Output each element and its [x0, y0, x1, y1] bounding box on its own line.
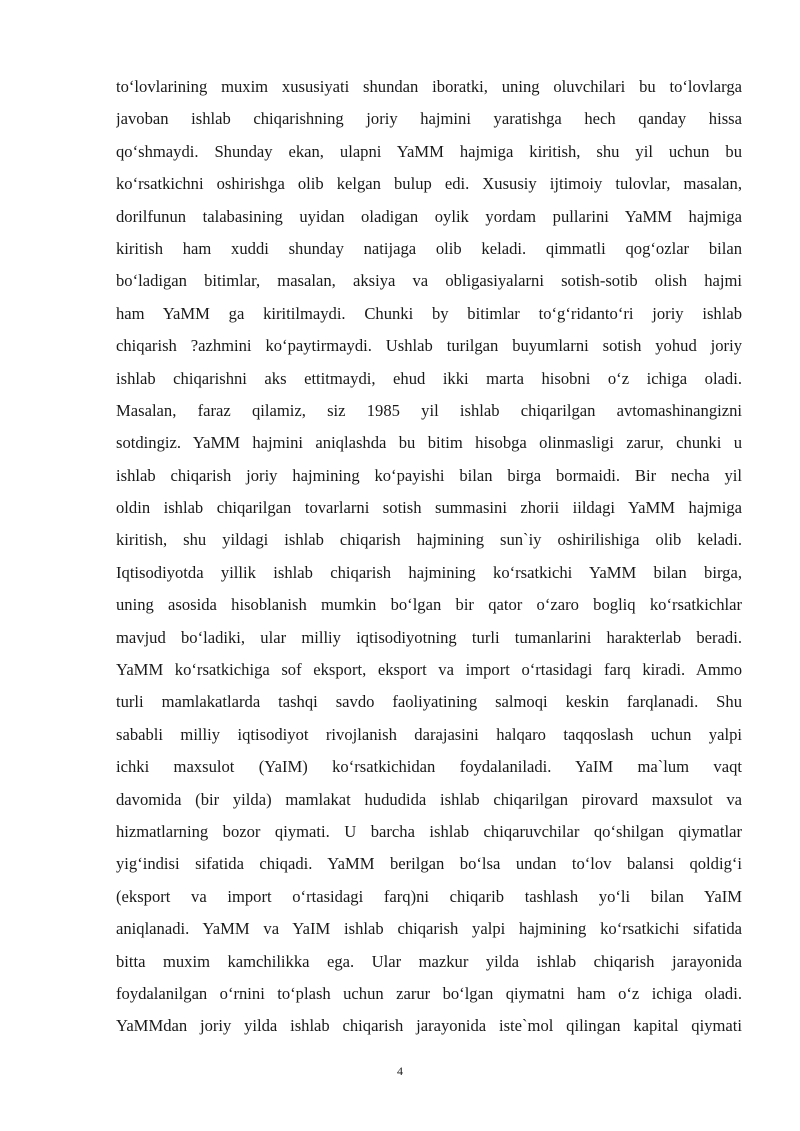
text-line: oldin ishlab chiqarilgan tovarlarni sotish summasini zhorii iildagi YaMM hajmiga	[116, 498, 742, 518]
text-line: Iqtisodiyotda yillik ishlab chiqarish hajmining ko‘rsatkichi YaMM bilan birga,	[116, 562, 742, 582]
text-line: kiritish, shu yildagi ishlab chiqarish hajmining sun`iy oshirilishiga olib keladi.	[116, 530, 742, 550]
text-line: to‘lovlarining muxim xususiyati shundan iboratki, uning oluvchilari bu to‘lovlarga	[116, 77, 742, 96]
text-line: ko‘rsatkichni oshirishga olib kelgan bulup edi. Xususiy ijtimoiy tulovlar, masalan,	[116, 174, 742, 194]
text-line: qo‘shmaydi. Shunday ekan, ulapni YaMM hajmiga kiritish, shu yil uchun bu	[116, 141, 742, 161]
text-line: Masalan, faraz qilamiz, siz 1985 yil ishlab chiqarilgan avtomashinangizni	[116, 400, 742, 420]
text-line: sotdingiz. YaMM hajmini aniqlashda bu bitim hisobga olinmasligi zarur, chunki u	[116, 433, 742, 453]
text-line: dorilfunun talabasining uyidan oladigan oylik yordam pullarini YaMM hajmiga	[116, 206, 742, 226]
text-line: kiritish ham xuddi shunday natijaga olib keladi. qimmatli qog‘ozlar bilan	[116, 238, 742, 258]
text-line: sababli milliy iqtisodiyot rivojlanish darajasini halqaro taqqoslash uchun yalpi	[116, 724, 742, 744]
text-line: davomida (bir yilda) mamlakat hududida ishlab chiqarilgan pirovard maxsulot va	[116, 789, 742, 809]
text-line: javoban ishlab chiqarishning joriy hajmini yaratishga hech qanday hissa	[116, 109, 742, 129]
text-line: uning asosida hisoblanish mumkin bo‘lgan bir qator o‘zaro bogliq ko‘rsatkichlar	[116, 595, 742, 615]
text-line: ishlab chiqarish joriy hajmining ko‘payishi bilan birga bormaidi. Bir necha yil	[116, 465, 742, 485]
text-line: chiqarish ?azhmini ko‘paytirmaydi. Ushlab turilgan buyumlarni sotish yohud joriy	[116, 336, 742, 356]
text-line: aniqlanadi. YaMM va YaIM ishlab chiqarish yalpi hajmining ko‘rsatkichi sifatida	[116, 919, 742, 939]
text-line: (eksport va import o‘rtasidagi farq)ni chiqarib tashlash yo‘li bilan YaIM	[116, 886, 742, 906]
text-line: turli mamlakatlarda tashqi savdo faoliyatining salmoqi keskin farqlanadi. Shu	[116, 692, 742, 712]
text-line: YaMMdan joriy yilda ishlab chiqarish jarayonida iste`mol qilingan kapital qiymati	[116, 1016, 742, 1036]
text-line: YaMM ko‘rsatkichiga sof eksport, eksport va import o‘rtasidagi farq kiradi. Ammo	[116, 660, 742, 680]
text-line: bo‘ladigan bitimlar, masalan, aksiya va obligasiyalarni sotish-sotib olish hajmi	[116, 271, 742, 291]
text-line: ishlab chiqarishni aks ettitmaydi, ehud ikki marta hisobni o‘z ichiga oladi.	[116, 368, 742, 388]
page-number: 4	[397, 1064, 403, 1078]
text-line: ichki maxsulot (YaIM) ko‘rsatkichidan foydalaniladi. YaIM ma`lum vaqt	[116, 757, 742, 777]
text-line: hizmatlarning bozor qiymati. U barcha ishlab chiqaruvchilar qo‘shilgan qiymatlar	[116, 821, 742, 841]
text-line: foydalanilgan o‘rnini to‘plash uchun zarur bo‘lgan qiymatni ham o‘z ichiga oladi.	[116, 983, 742, 1003]
body-text	[116, 71, 742, 1043]
text-line: ham YaMM ga kiritilmaydi. Chunki by bitimlar to‘g‘ridanto‘ri joriy ishlab	[116, 303, 742, 323]
text-line: yig‘indisi sifatida chiqadi. YaMM berilgan bo‘lsa undan to‘lov balansi qoldig‘i	[116, 854, 742, 874]
text-line: mavjud bo‘ladiki, ular milliy iqtisodiyotning turli tumanlarini harakterlab beradi.	[116, 627, 742, 647]
text-line: bitta muxim kamchilikka ega. Ular mazkur yilda ishlab chiqarish jarayonida	[116, 951, 742, 971]
